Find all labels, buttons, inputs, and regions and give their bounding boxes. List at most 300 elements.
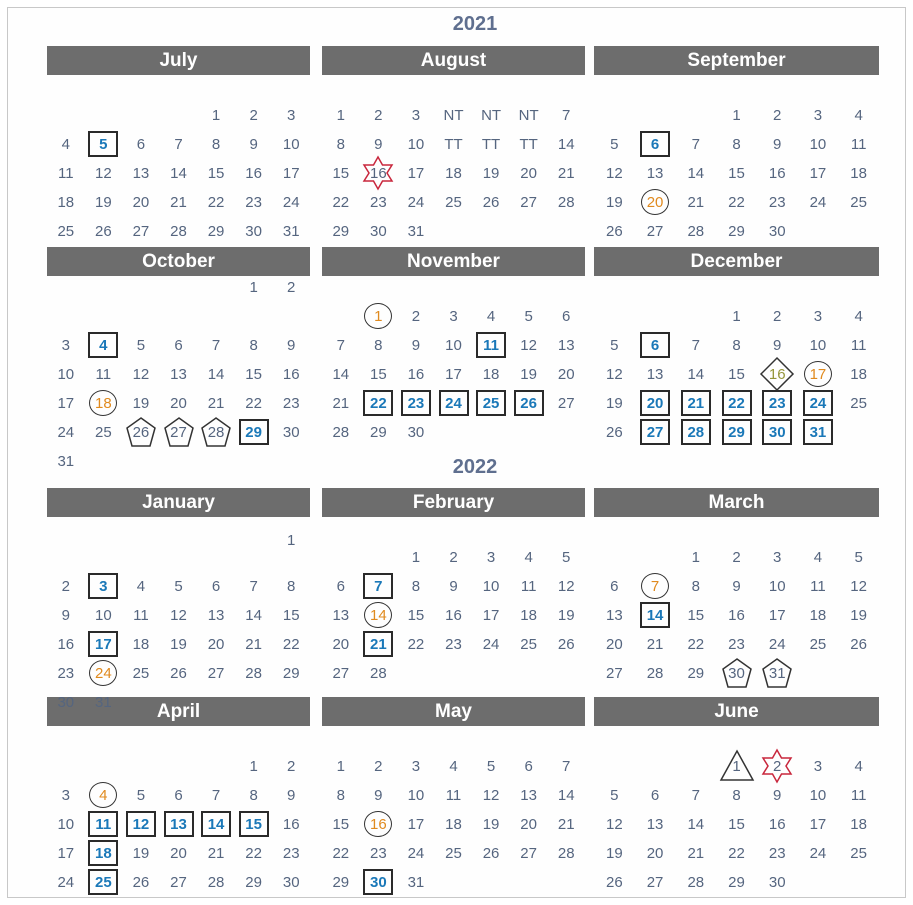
day-number: 22	[245, 395, 262, 412]
day-number: 8	[249, 337, 258, 354]
day-number: 31	[57, 453, 75, 470]
day-cell	[162, 335, 196, 357]
day-cell	[237, 364, 271, 386]
day-number: 13	[557, 337, 575, 354]
day-number: 6	[174, 787, 183, 804]
day-number: 9	[287, 787, 296, 804]
day-cell	[679, 814, 713, 836]
day-number: 4	[524, 549, 533, 566]
day-number: 11	[57, 165, 74, 182]
day-cell	[549, 756, 583, 778]
day-cell	[124, 634, 158, 656]
day-number: 23	[370, 194, 387, 211]
month-june	[594, 697, 879, 897]
day-number: 21	[207, 845, 225, 862]
day-cell	[86, 335, 120, 357]
day-number: 4	[99, 337, 108, 354]
day-cell	[237, 134, 271, 156]
day-number: 17	[407, 165, 425, 182]
day-cell	[237, 422, 271, 444]
day-number: 27	[132, 223, 150, 240]
day-number: 2	[287, 758, 296, 775]
day-cell	[124, 663, 158, 685]
day-number: 6	[650, 787, 660, 804]
day-cell	[512, 163, 546, 185]
day-number: 30	[370, 874, 387, 891]
day-cell	[720, 335, 754, 357]
day-number: 17	[282, 165, 300, 182]
day-number: 3	[813, 758, 823, 775]
day-number: 21	[207, 395, 225, 412]
day-number: 27	[646, 424, 664, 441]
month-october	[47, 247, 310, 470]
day-number: 2	[249, 107, 258, 124]
day-number: 11	[133, 607, 149, 624]
day-number: 5	[136, 337, 146, 354]
day-cell	[679, 634, 713, 656]
day-cell	[597, 576, 631, 598]
day-number: 9	[374, 787, 383, 804]
day-number: 16	[370, 165, 387, 182]
day-cell	[324, 422, 358, 444]
day-number: 10	[282, 136, 300, 153]
day-number: 8	[287, 578, 296, 595]
day-cell	[437, 814, 471, 836]
day-number: 21	[687, 194, 705, 211]
day-cell	[237, 576, 271, 598]
day-number: 27	[520, 194, 537, 211]
day-cell	[274, 163, 308, 185]
day-number: 24	[809, 845, 827, 862]
day-cell	[324, 192, 358, 214]
day-cell	[124, 163, 158, 185]
day-number: 5	[524, 308, 533, 325]
day-number: 10	[445, 337, 462, 354]
day-number: 18	[95, 845, 112, 862]
day-cell	[237, 105, 271, 127]
day-number: 28	[557, 194, 575, 211]
day-number: 6	[562, 308, 571, 325]
day-number: 1	[336, 758, 345, 775]
day-number: 28	[332, 424, 350, 441]
day-number: 16	[768, 366, 786, 383]
day-number: 27	[606, 665, 623, 682]
day-number: 7	[691, 787, 700, 804]
day-cell	[399, 393, 433, 415]
day-cell	[324, 663, 358, 685]
day-cell	[549, 134, 583, 156]
day-number: 18	[850, 816, 867, 833]
day-number: NT	[481, 107, 502, 124]
day-cell	[842, 785, 876, 807]
day-number: 5	[610, 136, 619, 153]
day-number: 21	[245, 636, 262, 653]
day-number: 18	[482, 366, 500, 383]
day-cell	[437, 105, 471, 127]
day-cell	[399, 872, 433, 894]
day-cell	[399, 605, 433, 627]
day-number: 8	[732, 787, 741, 804]
day-number: 11	[850, 787, 867, 804]
day-cell	[361, 105, 395, 127]
day-cell	[274, 576, 308, 598]
day-number: 14	[170, 165, 187, 182]
day-cell	[237, 872, 271, 894]
day-cell	[474, 105, 508, 127]
month-november	[322, 247, 585, 447]
day-number: 19	[482, 165, 500, 182]
day-number: 23	[407, 395, 425, 412]
day-number: 28	[687, 223, 705, 240]
day-cell	[361, 814, 395, 836]
day-cell	[760, 422, 794, 444]
day-number: 24	[482, 636, 500, 653]
day-number: 22	[728, 194, 745, 211]
day-number: 30	[768, 223, 786, 240]
day-cell	[760, 814, 794, 836]
day-cell	[638, 335, 672, 357]
day-cell	[842, 163, 876, 185]
day-number: 19	[850, 607, 867, 624]
day-cell	[324, 634, 358, 656]
day-cell	[162, 163, 196, 185]
day-number: 20	[646, 395, 664, 412]
day-number: 5	[174, 578, 183, 595]
day-cell	[274, 134, 308, 156]
day-cell	[801, 605, 835, 627]
day-cell	[399, 843, 433, 865]
month-march	[594, 488, 879, 688]
day-number: 13	[332, 607, 350, 624]
day-cell	[720, 576, 754, 598]
day-cell	[597, 335, 631, 357]
day-number: 7	[249, 578, 258, 595]
day-number: 1	[732, 308, 741, 325]
day-cell	[512, 547, 546, 569]
day-cell	[549, 576, 583, 598]
day-number: 20	[170, 395, 187, 412]
day-number: 24	[809, 194, 827, 211]
day-number: 14	[332, 366, 350, 383]
month-header: April	[47, 697, 310, 726]
day-number: 26	[170, 665, 187, 682]
day-number: 29	[370, 424, 387, 441]
day-cell	[679, 785, 713, 807]
day-cell	[720, 843, 754, 865]
day-cell	[720, 105, 754, 127]
day-cell	[324, 756, 358, 778]
day-number: 30	[728, 665, 745, 682]
day-cell	[162, 872, 196, 894]
day-cell	[86, 422, 120, 444]
day-cell	[124, 843, 158, 865]
day-number: 30	[245, 223, 262, 240]
month-january	[47, 488, 310, 711]
day-cell	[474, 306, 508, 328]
day-cell	[842, 335, 876, 357]
day-number: 20	[520, 816, 537, 833]
day-number: 5	[854, 549, 863, 566]
day-cell	[801, 547, 835, 569]
day-cell	[274, 634, 308, 656]
day-cell	[801, 634, 835, 656]
day-number: 25	[482, 395, 500, 412]
day-cell	[124, 221, 158, 243]
day-cell	[237, 814, 271, 836]
day-cell	[324, 872, 358, 894]
day-number: 15	[245, 816, 262, 833]
day-number: 10	[482, 578, 500, 595]
day-cell	[124, 364, 158, 386]
day-cell	[324, 393, 358, 415]
day-number: 24	[768, 636, 786, 653]
day-number: 30	[768, 874, 786, 891]
day-cell	[399, 221, 433, 243]
day-cell	[549, 814, 583, 836]
day-cell	[597, 364, 631, 386]
day-number: 22	[728, 845, 745, 862]
day-cell	[801, 785, 835, 807]
day-cell	[49, 364, 83, 386]
day-number: 4	[486, 308, 496, 325]
day-number: 23	[445, 636, 462, 653]
day-number: 17	[809, 165, 827, 182]
day-number: 28	[687, 874, 705, 891]
day-number: 21	[557, 165, 575, 182]
day-cell	[474, 785, 508, 807]
day-cell	[512, 105, 546, 127]
day-number: 28	[687, 424, 705, 441]
day-cell	[720, 872, 754, 894]
day-cell	[597, 163, 631, 185]
day-number: 13	[606, 607, 623, 624]
day-number: 10	[768, 578, 786, 595]
day-cell	[474, 756, 508, 778]
day-number: 13	[170, 366, 187, 383]
day-cell	[549, 306, 583, 328]
day-cell	[720, 785, 754, 807]
day-number: 3	[486, 549, 496, 566]
day-number: 1	[374, 308, 383, 325]
day-cell	[801, 134, 835, 156]
day-cell	[49, 605, 83, 627]
day-cell	[49, 335, 83, 357]
day-cell	[760, 756, 794, 778]
day-number: 19	[606, 194, 623, 211]
day-number: 23	[768, 395, 786, 412]
day-number: 18	[95, 395, 112, 412]
day-number: 15	[728, 165, 745, 182]
day-cell	[274, 335, 308, 357]
day-cell	[760, 335, 794, 357]
day-number: 25	[95, 874, 112, 891]
day-number: 12	[606, 816, 623, 833]
day-cell	[49, 785, 83, 807]
day-number: 6	[650, 136, 660, 153]
day-number: 16	[57, 636, 75, 653]
day-cell	[512, 134, 546, 156]
day-cell	[437, 756, 471, 778]
day-number: 3	[773, 549, 782, 566]
day-number: 26	[606, 424, 623, 441]
day-cell	[124, 134, 158, 156]
day-number: 19	[482, 816, 500, 833]
day-cell	[801, 843, 835, 865]
day-cell	[679, 663, 713, 685]
day-cell	[274, 814, 308, 836]
day-number: 14	[687, 366, 705, 383]
month-header: January	[47, 488, 310, 517]
day-cell	[361, 335, 395, 357]
day-cell	[512, 192, 546, 214]
day-cell	[760, 192, 794, 214]
month-february	[322, 488, 585, 688]
day-cell	[274, 105, 308, 127]
day-number: TT	[481, 136, 501, 153]
day-number: 24	[282, 194, 300, 211]
day-cell	[474, 843, 508, 865]
day-number: 10	[407, 136, 425, 153]
day-number: 21	[646, 636, 664, 653]
day-cell	[324, 221, 358, 243]
day-number: 26	[482, 194, 500, 211]
day-cell	[679, 335, 713, 357]
day-number: 2	[732, 549, 741, 566]
day-number: 11	[95, 366, 112, 383]
day-number: 3	[449, 308, 458, 325]
day-cell	[760, 105, 794, 127]
day-number: 1	[287, 532, 296, 549]
day-cell	[842, 547, 876, 569]
day-cell	[801, 335, 835, 357]
day-number: 14	[646, 607, 664, 624]
day-number: 18	[809, 607, 827, 624]
day-number: 28	[646, 665, 664, 682]
day-cell	[199, 605, 233, 627]
day-cell	[399, 364, 433, 386]
day-number: 7	[562, 758, 571, 775]
day-cell	[399, 134, 433, 156]
day-number: 23	[728, 636, 745, 653]
day-cell	[597, 814, 631, 836]
day-cell	[720, 163, 754, 185]
day-cell	[720, 192, 754, 214]
day-number: 23	[282, 395, 300, 412]
day-cell	[49, 393, 83, 415]
day-cell	[638, 785, 672, 807]
day-cell	[162, 364, 196, 386]
day-cell	[361, 306, 395, 328]
day-number: 18	[445, 816, 462, 833]
day-cell	[638, 663, 672, 685]
day-cell	[199, 785, 233, 807]
day-cell	[237, 785, 271, 807]
day-cell	[679, 843, 713, 865]
day-cell	[638, 843, 672, 865]
day-cell	[679, 221, 713, 243]
month-may	[322, 697, 585, 897]
day-cell	[597, 393, 631, 415]
day-number: 15	[282, 607, 300, 624]
day-number: 22	[728, 395, 745, 412]
day-cell	[86, 576, 120, 598]
day-number: 19	[95, 194, 112, 211]
day-number: 20	[520, 165, 537, 182]
month-header: September	[594, 46, 879, 75]
day-number: 24	[407, 845, 425, 862]
day-number: 3	[411, 107, 421, 124]
day-cell	[437, 576, 471, 598]
day-cell	[237, 277, 271, 299]
day-cell	[679, 422, 713, 444]
day-number: 27	[332, 665, 350, 682]
day-cell	[720, 814, 754, 836]
day-cell	[801, 576, 835, 598]
day-cell	[86, 605, 120, 627]
day-number: 8	[411, 578, 421, 595]
day-cell	[760, 306, 794, 328]
day-number: 30	[282, 874, 300, 891]
day-cell	[512, 364, 546, 386]
day-cell	[437, 306, 471, 328]
day-cell	[361, 785, 395, 807]
month-header: May	[322, 697, 585, 726]
month-july	[47, 46, 310, 246]
month-header: July	[47, 46, 310, 75]
day-number: 7	[562, 107, 571, 124]
day-cell	[679, 547, 713, 569]
day-number: 23	[57, 665, 75, 682]
day-number: 2	[287, 279, 296, 296]
day-number: 4	[449, 758, 458, 775]
day-number: 16	[407, 366, 425, 383]
day-number: 17	[768, 607, 786, 624]
day-number: 11	[483, 337, 499, 354]
day-cell	[842, 134, 876, 156]
day-cell	[597, 192, 631, 214]
day-number: 17	[809, 366, 827, 383]
day-number: 19	[170, 636, 187, 653]
day-cell	[437, 785, 471, 807]
day-cell	[597, 843, 631, 865]
day-number: 22	[282, 636, 300, 653]
day-number: 27	[170, 424, 187, 441]
day-number: 20	[557, 366, 575, 383]
day-number: 12	[132, 366, 150, 383]
day-number: 14	[687, 816, 705, 833]
day-number: 7	[374, 578, 383, 595]
day-cell	[86, 134, 120, 156]
day-cell	[437, 192, 471, 214]
day-number: 22	[687, 636, 705, 653]
day-number: 15	[207, 165, 225, 182]
day-number: 31	[407, 874, 425, 891]
day-number: NT	[518, 107, 539, 124]
day-cell	[199, 634, 233, 656]
day-cell	[274, 192, 308, 214]
day-number: 26	[482, 845, 500, 862]
day-number: 1	[732, 107, 741, 124]
day-number: 18	[445, 165, 462, 182]
day-number: 10	[57, 366, 75, 383]
month-august	[322, 46, 585, 246]
day-cell	[274, 605, 308, 627]
day-cell	[801, 364, 835, 386]
day-number: 29	[687, 665, 705, 682]
day-number: 24	[407, 194, 425, 211]
day-cell	[801, 756, 835, 778]
day-cell	[199, 814, 233, 836]
